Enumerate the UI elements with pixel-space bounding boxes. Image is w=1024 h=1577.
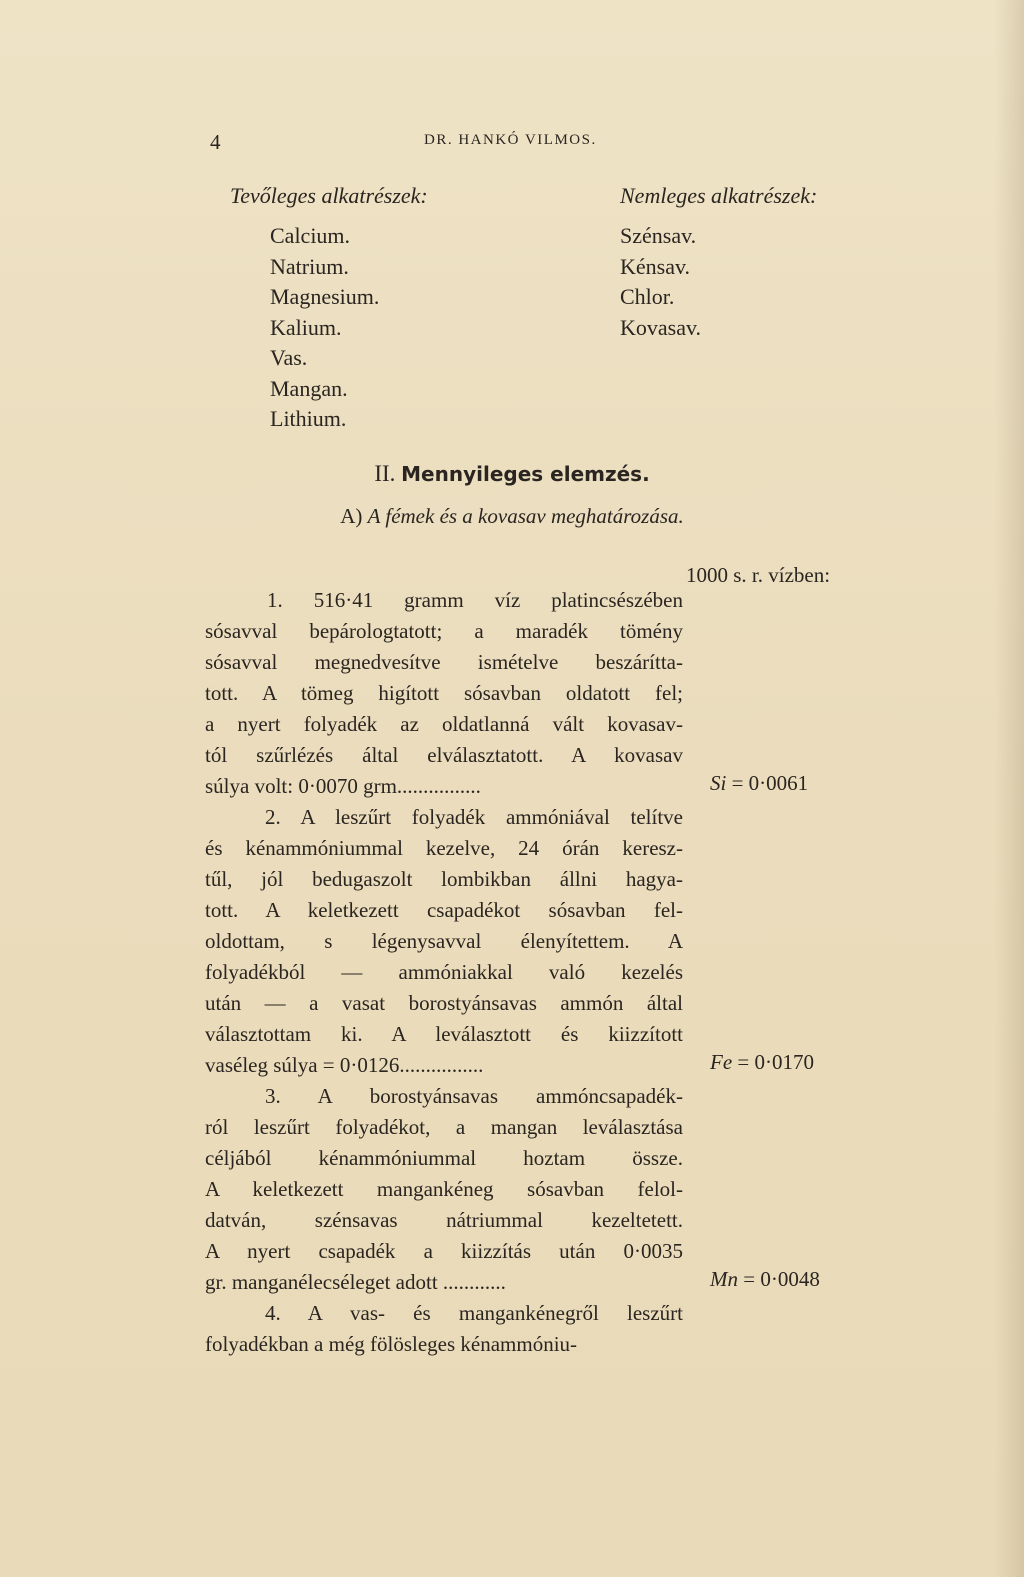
list-item: Szénsav. — [620, 223, 697, 248]
result-fe — [710, 1050, 814, 1075]
subsection-label: A) — [340, 504, 363, 528]
paragraph-line: tól szűrlézés által elválasztatott. A kovasav — [205, 743, 683, 767]
positive-components-list — [270, 221, 379, 435]
paragraph-line: céljából kénammóniummal hoztam össze. — [205, 1146, 683, 1170]
negative-components-heading: Nemleges alkatrészek: — [620, 183, 818, 208]
section-title-text: Mennyileges elemzés. — [401, 462, 650, 486]
result-symbol: Mn — [710, 1267, 738, 1291]
result-value: = 0·0061 — [731, 771, 809, 795]
positive-components-heading: Tevőleges alkatrészek: — [230, 183, 428, 208]
paragraph-3 — [205, 1081, 683, 1298]
result-symbol: Fe — [710, 1050, 733, 1074]
result-si — [710, 771, 808, 796]
paragraph-line: tott. A tömeg higított sósavban oldatott fel; — [205, 681, 683, 705]
list-item: Calcium. — [270, 223, 351, 248]
list-item: Kovasav. — [620, 314, 702, 340]
section-title — [0, 461, 1024, 487]
result-value: = 0·0048 — [743, 1267, 820, 1291]
paragraph-line: választottam ki. A leválasztott és kiizzított — [205, 1022, 683, 1046]
paragraph-line: vaséleg súlya = 0·0126................ — [205, 1053, 484, 1077]
list-item: Lithium. — [270, 406, 347, 431]
paragraph-2 — [205, 802, 683, 1081]
result-value: = 0·0170 — [737, 1050, 814, 1074]
paragraph-line: ról leszűrt folyadékot, a mangan leválasztása — [205, 1115, 683, 1139]
list-item: Mangan. — [270, 375, 348, 401]
paragraph-line: gr. manganélecséleget adott ............ — [205, 1270, 506, 1294]
paragraph-line: folyadékban a még fölösleges kénammóniu- — [205, 1332, 578, 1356]
paragraph-line: a nyert folyadék az oldatlanná vált kovasav- — [205, 712, 683, 736]
page-number: 4 — [210, 130, 221, 154]
list-item: Kalium. — [270, 314, 342, 340]
list-item: Chlor. — [620, 284, 675, 309]
subsection-title-text: A fémek és a kovasav meghatározása. — [367, 504, 684, 528]
paragraph-line: 4. A vas- és mangankénegről leszűrt — [265, 1301, 683, 1325]
paragraph-line: után — a vasat borostyánsavas ammón által — [205, 991, 683, 1015]
running-head: DR. HANKÓ VILMOS. — [424, 132, 597, 148]
paragraph-4 — [205, 1298, 683, 1360]
paragraph-line: tott. A keletkezett csapadékot sósavban fel- — [205, 898, 683, 922]
result-symbol: Si — [710, 771, 727, 795]
subsection-title — [0, 504, 1024, 529]
paragraph-line: A keletkezett mangankéneg sósavban felol- — [205, 1177, 683, 1201]
page-header — [0, 130, 1024, 160]
paragraph-line: sósavval megnedvesítve ismételve beszárítta- — [205, 650, 683, 674]
list-item: Kénsav. — [620, 253, 691, 279]
result-mn — [710, 1267, 820, 1292]
paragraph-line: oldottam, s légenysavval élenyítettem. A — [205, 929, 683, 953]
paragraph-line: A nyert csapadék a kiizzítás után 0·0035 — [205, 1239, 683, 1263]
paragraph-line: és kénammóniummal kezelve, 24 órán keresz- — [205, 836, 683, 860]
page-edge-shadow — [994, 0, 1024, 1577]
paragraph-line: súlya volt: 0·0070 grm................ — [205, 774, 481, 798]
section-number: II. — [374, 461, 396, 486]
unit-label: 1000 s. r. vízben: — [686, 563, 831, 587]
paragraph-line: 3. A borostyánsavas ammóncsapadék- — [265, 1084, 683, 1108]
paragraph-line: 2. A leszűrt folyadék ammóniával telítve — [265, 805, 683, 829]
paragraph-line: folyadékból — ammóniakkal való kezelés — [205, 960, 683, 984]
negative-components-list — [620, 221, 701, 343]
list-item: Natrium. — [270, 253, 349, 279]
paragraph-line: 1. 516·41 gramm víz platincsészében — [267, 588, 683, 612]
paragraph-line: datván, szénsavas nátriummal kezeltetett. — [205, 1208, 683, 1232]
paragraph-1 — [205, 585, 683, 802]
paragraph-line: tűl, jól bedugaszolt lombikban állni hagya- — [205, 867, 683, 891]
list-item: Magnesium. — [270, 284, 380, 309]
list-item: Vas. — [270, 345, 308, 370]
paragraph-line: sósavval bepárologtatott; a maradék tömény — [205, 619, 683, 643]
